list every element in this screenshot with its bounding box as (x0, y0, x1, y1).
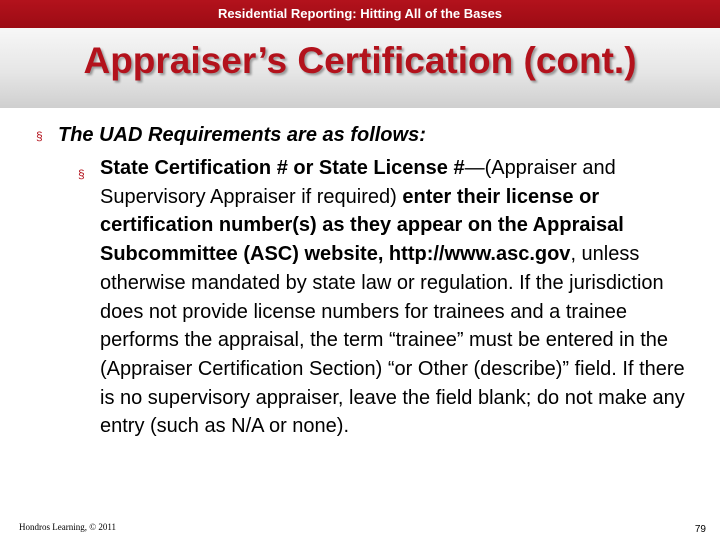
bullet-level-2 (78, 154, 698, 441)
license-instruction: enter their license or certification number(s) as they appear on the Appraisal Subcommittee (ASC) website, http://www.asc.gov (100, 185, 624, 266)
page-number: 79 (694, 524, 706, 535)
appraiser-note: —(Appraiser and Supervisory Appraiser if required) (100, 157, 616, 208)
bullet-marker-icon: § (78, 167, 85, 181)
bullet-level-1-text: The UAD Requirements are as follows: (58, 124, 426, 146)
trainee-instructions: , unless otherwise mandated by state law or regulation. If the jurisdiction does not provide license numbers for trainees and a trainee performs the appraisal, the term “trainee” must be entered in the (Appraiser Certification Section) “or Other (describe)” field. If there is no supervisory appraiser, leave the field blank; do not make any entry (such as N/A or none). (100, 243, 685, 438)
bullet-level-1 (36, 124, 696, 147)
bullet-marker-icon: § (36, 129, 43, 143)
bullet-level-2-text (78, 154, 698, 441)
header-banner (0, 0, 720, 28)
banner-text: Residential Reporting: Hitting All of the Bases (217, 6, 503, 21)
state-certification-label: State Certification # or State License # (100, 157, 465, 179)
footer-copyright: Hondros Learning, © 2011 (19, 522, 116, 532)
slide-title: Appraiser’s Certification (cont.) (83, 40, 637, 81)
